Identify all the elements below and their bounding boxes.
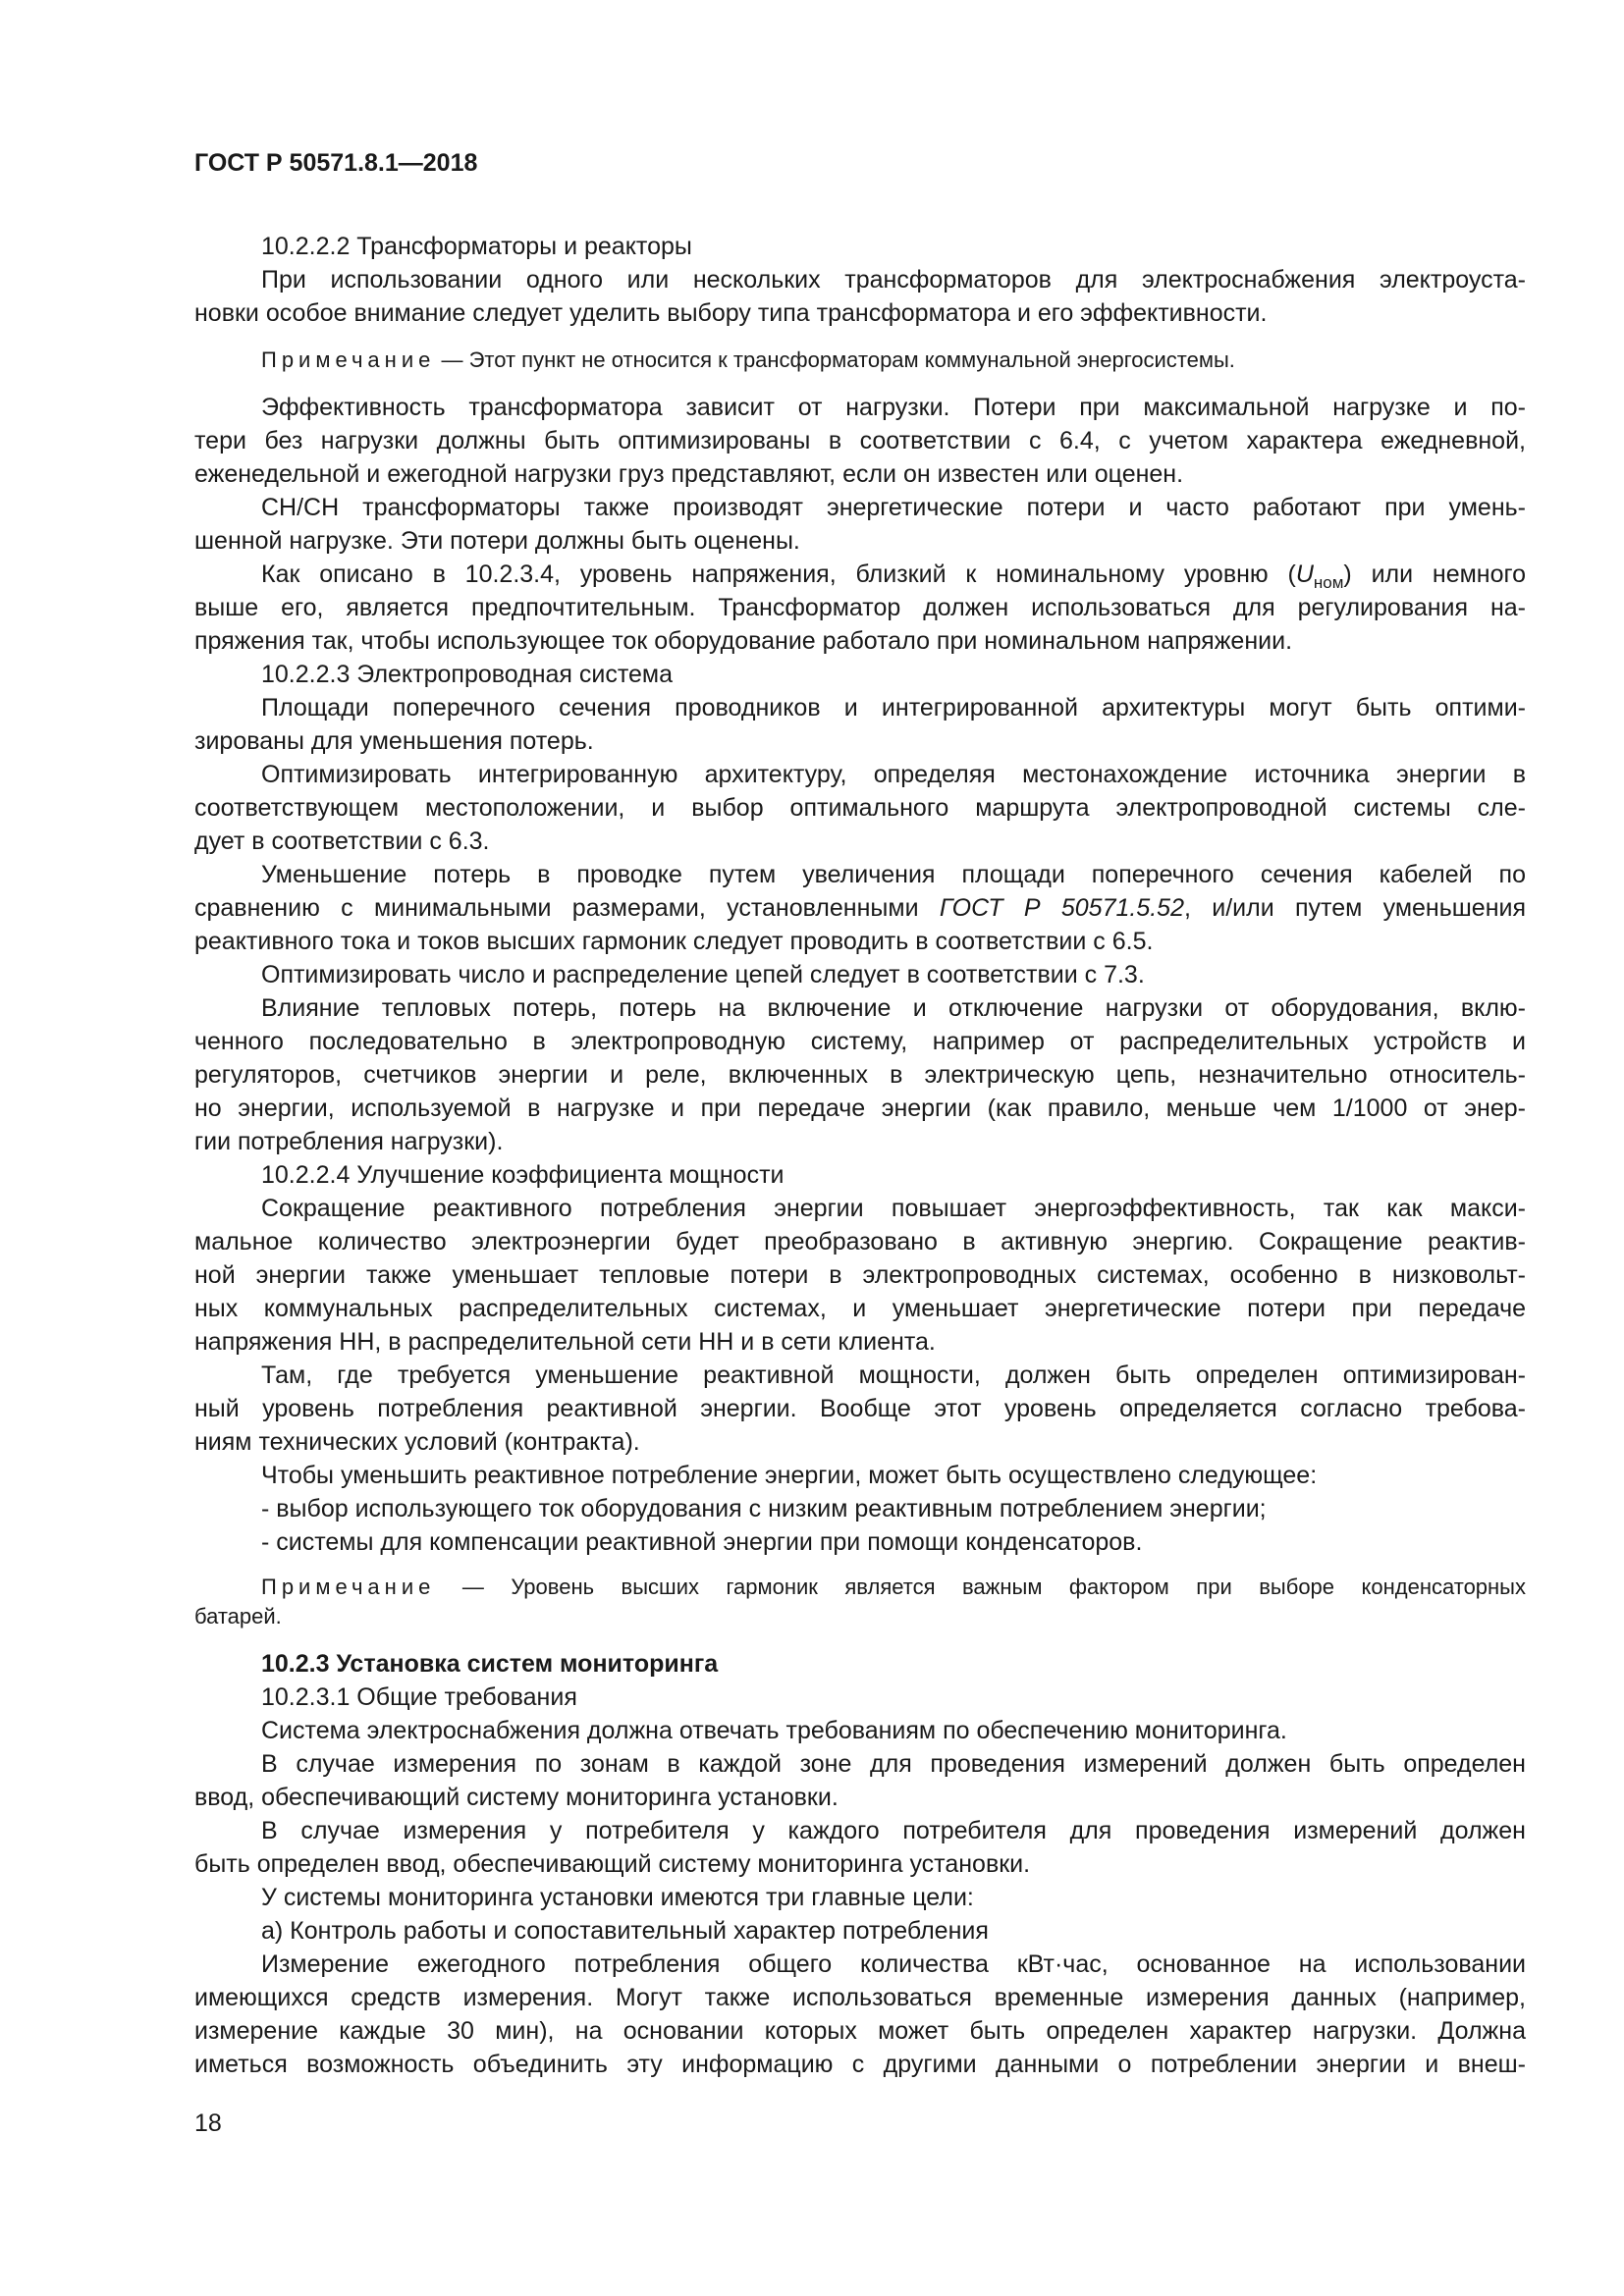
list-item: - выбор использующего ток оборудования с низким реактивным потреблением энергии; (261, 1495, 1267, 1522)
paragraph-line: тери без нагрузки должны быть оптимизированы в соответствии с 6.4, с учетом характера ежедневной, (194, 427, 1526, 454)
note-line (261, 1571, 1526, 1604)
line-text: ) или немного (1343, 561, 1526, 588)
section-heading: 10.2.2.2 Трансформаторы и реакторы (261, 233, 692, 260)
paragraph-line: напряжения НН, в распределительной сети НН и в сети клиента. (194, 1328, 936, 1356)
section-heading: 10.2.3.1 Общие требования (261, 1683, 577, 1711)
note-line: батарей. (194, 1604, 282, 1629)
section-heading: 10.2.2.4 Улучшение коэффициента мощности (261, 1161, 785, 1189)
paragraph-line: новки особое внимание следует уделить выбору типа трансформатора и его эффективности. (194, 299, 1268, 327)
section-heading: 10.2.2.3 Электропроводная система (261, 661, 674, 688)
paragraph-line: соответствующем местоположении, и выбор оптимального маршрута электропроводной системы сле- (194, 794, 1526, 822)
paragraph-line: зированы для уменьшения потерь. (194, 727, 594, 755)
paragraph-line: Система электроснабжения должна отвечать требованиям по обеспечению мониторинга. (261, 1717, 1287, 1744)
list-item: а) Контроль работы и сопоставительный характер потребления (261, 1917, 989, 1945)
paragraph-line: В случае измерения по зонам в каждой зоне для проведения измерений должен быть определен (261, 1750, 1526, 1778)
standard-reference: ГОСТ Р 50571.5.52 (939, 894, 1184, 922)
paragraph-line: Влияние тепловых потерь, потерь на включение и отключение нагрузки от оборудования, вклю- (261, 994, 1526, 1022)
paragraph-line: регуляторов, счетчиков энергии и реле, включенных в электрическую цепь, незначительно относитель- (194, 1061, 1526, 1089)
paragraph-line: пряжения так, чтобы использующее ток оборудование работало при номинальном напряжении. (194, 627, 1293, 655)
paragraph-line: иметься возможность объединить эту информацию с другими данными о потреблении энергии и внеш- (194, 2051, 1526, 2078)
paragraph-line: В случае измерения у потребителя у каждого потребителя для проведения измерений должен (261, 1817, 1526, 1844)
line-text: сравнению с минимальными размерами, установленными (194, 894, 940, 922)
paragraph-line (194, 891, 1526, 925)
note-line (261, 344, 1526, 377)
paragraph-line: ный уровень потребления реактивной энергии. Вообще этот уровень определяется согласно требова- (194, 1395, 1526, 1422)
paragraph-line (261, 558, 1526, 591)
paragraph-line: При использовании одного или нескольких трансформаторов для электроснабжения электроуста- (261, 266, 1526, 294)
paragraph-line: ввод, обеспечивающий систему мониторинга установки. (194, 1784, 839, 1811)
paragraph-line: У системы мониторинга установки имеются три главные цели: (261, 1884, 974, 1911)
line-text: Как описано в 10.2.3.4, уровень напряжения, близкий к номинальному уровню ( (261, 561, 1296, 588)
note-label: Примечание (261, 1575, 436, 1599)
paragraph-line: Там, где требуется уменьшение реактивной мощности, должен быть определен оптимизирован- (261, 1362, 1526, 1389)
voltage-symbol: U (1295, 561, 1314, 588)
note-text: — Уровень высших гармоник является важным фактором при выборе конденсаторных (435, 1575, 1526, 1599)
paragraph-line: Уменьшение потерь в проводке путем увеличения площади поперечного сечения кабелей по (261, 861, 1526, 888)
section-heading-bold: 10.2.3 Установка систем мониторинга (261, 1650, 719, 1678)
paragraph-line: шенной нагрузке. Эти потери должны быть оценены. (194, 527, 800, 555)
paragraph-line: измерение каждые 30 мин), на основании которых может быть определен характер нагрузки. Должна (194, 2017, 1526, 2045)
paragraph-line: реактивного тока и токов высших гармоник следует проводить в соответствии с 6.5. (194, 928, 1154, 955)
paragraph-line: гии потребления нагрузки). (194, 1128, 504, 1155)
paragraph-line: еженедельной и ежегодной нагрузки груз представляют, если он известен или оценен. (194, 460, 1184, 488)
paragraph-line: дует в соответствии с 6.3. (194, 828, 490, 855)
line-text: , и/или путем уменьшения (1184, 894, 1527, 922)
note-text: — Этот пункт не относится к трансформаторам коммунальной энергосистемы. (435, 347, 1235, 372)
paragraph-line: ной энергии также уменьшает тепловые потери в электропроводных системах, особенно в низковольт- (194, 1261, 1526, 1289)
document-header: ГОСТ Р 50571.8.1—2018 (194, 149, 478, 177)
paragraph-line: ченного последовательно в электропроводную систему, например от распределительных устройств и (194, 1028, 1526, 1055)
paragraph-line: Эффективность трансформатора зависит от нагрузки. Потери при максимальной нагрузке и по- (261, 394, 1526, 421)
page-number: 18 (194, 2109, 222, 2137)
paragraph-line: быть определен ввод, обеспечивающий систему мониторинга установки. (194, 1850, 1031, 1878)
paragraph-line: мальное количество электроэнергии будет преобразовано в активную энергию. Сокращение реактив- (194, 1228, 1526, 1255)
paragraph-line: но энергии, используемой в нагрузке и при передаче энергии (как правило, меньше чем 1/1000 от энер- (194, 1095, 1526, 1122)
paragraph-line: ниям технических условий (контракта). (194, 1428, 640, 1456)
paragraph-line: СН/СН трансформаторы также производят энергетические потери и часто работают при умень- (261, 494, 1526, 521)
paragraph-line: имеющихся средств измерения. Могут также использоваться временные измерения данных (например, (194, 1984, 1526, 2011)
paragraph-line: Площади поперечного сечения проводников и интегрированной архитектуры могут быть оптими- (261, 694, 1526, 721)
paragraph-line: выше его, является предпочтительным. Трансформатор должен использоваться для регулирования на- (194, 594, 1526, 621)
paragraph-line: ных коммунальных распределительных системах, и уменьшает энергетические потери при передаче (194, 1295, 1526, 1322)
note-label: Примечание (261, 347, 436, 372)
list-item: - системы для компенсации реактивной энергии при помощи конденсаторов. (261, 1528, 1143, 1556)
paragraph-line: Чтобы уменьшить реактивное потребление энергии, может быть осуществлено следующее: (261, 1462, 1318, 1489)
paragraph-line: Измерение ежегодного потребления общего количества кВт·час, основанное на использовании (261, 1950, 1526, 1978)
voltage-subscript: ном (1313, 573, 1344, 592)
paragraph-line: Оптимизировать число и распределение цепей следует в соответствии с 7.3. (261, 961, 1145, 988)
paragraph-line: Сокращение реактивного потребления энергии повышает энергоэффективность, так как макси- (261, 1195, 1526, 1222)
paragraph-line: Оптимизировать интегрированную архитектуру, определяя местонахождение источника энергии в (261, 761, 1526, 788)
